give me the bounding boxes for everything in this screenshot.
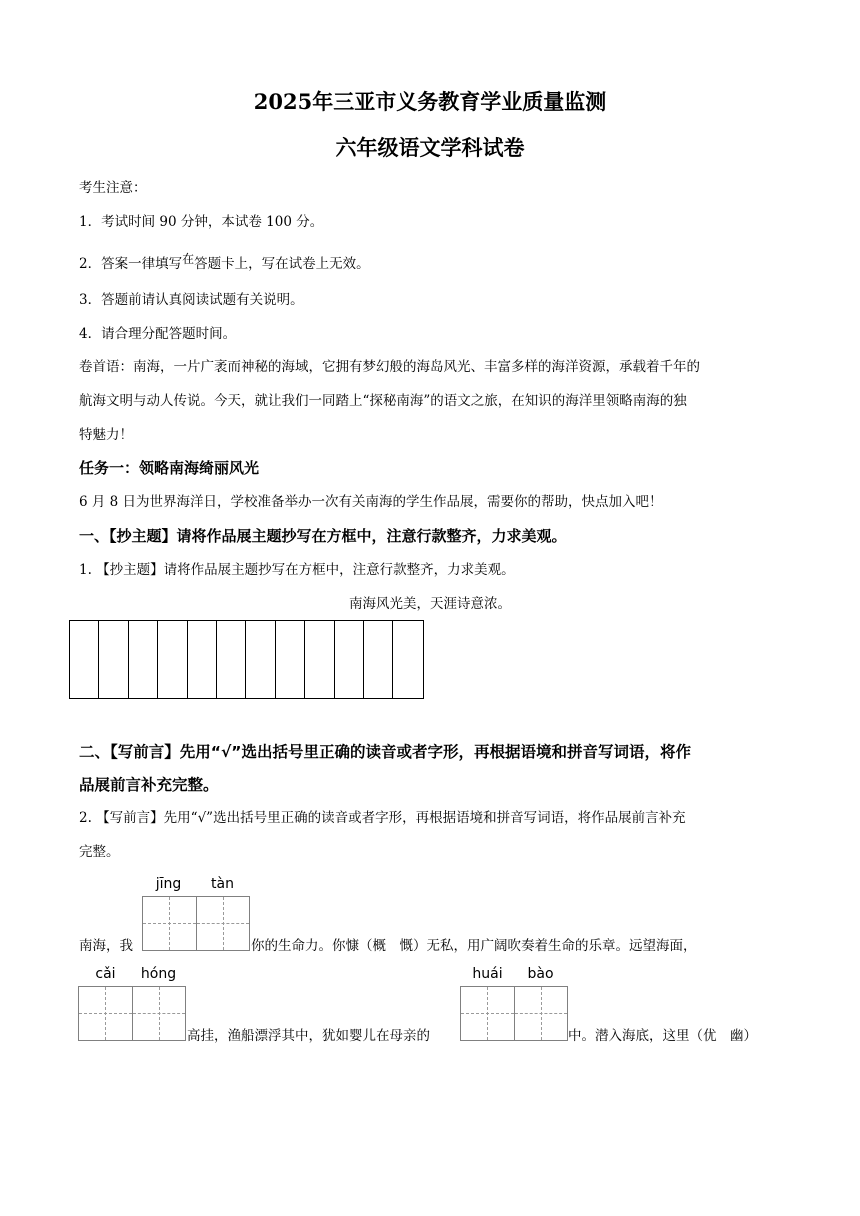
char-cell[interactable] xyxy=(514,987,567,1040)
copy-grid-cell[interactable] xyxy=(129,621,158,698)
passage-text-b: 你的生命力。你慷（概 慨）无私，用广阔吹奏着生命的乐章。远望海面， xyxy=(251,938,697,954)
char-cell[interactable] xyxy=(461,987,514,1040)
copy-grid-cell[interactable] xyxy=(188,621,217,698)
section1-heading: 一、【抄主题】请将作品展主题抄写在方框中，注意行款整齐，力求美观。 xyxy=(79,527,567,545)
preface-line-1: 卷首语：南海，一片广袤而神秘的海域，它拥有梦幻般的海岛风光、丰富多样的海洋资源，承载着千年的 xyxy=(79,359,700,375)
char-cell[interactable] xyxy=(132,987,185,1040)
notice-item-1: 1．考试时间 90 分钟，本试卷 100 分。 xyxy=(79,214,324,230)
section1-question: 1. 【抄主题】请将作品展主题抄写在方框中，注意行款整齐，力求美观。 xyxy=(79,562,515,578)
pinyin-box-huaibao[interactable] xyxy=(460,986,568,1041)
copy-grid-cell[interactable] xyxy=(335,621,364,698)
theme-text: 南海风光美，天涯诗意浓。 xyxy=(349,596,511,612)
pinyin-hong: hóng xyxy=(140,966,177,982)
task1-heading: 任务一：领略南海绮丽风光 xyxy=(79,459,260,477)
pinyin-cai: cǎi xyxy=(95,966,116,982)
char-cell[interactable] xyxy=(143,897,196,950)
copy-grid-cell[interactable] xyxy=(217,621,246,698)
char-cell[interactable] xyxy=(196,897,249,950)
pinyin-huai: huái xyxy=(472,966,503,982)
notice-item-3: 3．答题前请认真阅读试题有关说明。 xyxy=(79,292,304,308)
notice-item-4: 4．请合理分配答题时间。 xyxy=(79,326,237,342)
pinyin-jing: jīng xyxy=(155,876,182,892)
section2-heading-line-1: 二、【写前言】先用“√”选出括号里正确的读音或者字形，再根据语境和拼音写词语，将作 xyxy=(79,743,691,761)
passage-text-c: 高挂，渔船漂浮其中，犹如婴儿在母亲的 xyxy=(187,1028,430,1044)
copy-grid-cell[interactable] xyxy=(99,621,128,698)
copy-grid-cell[interactable] xyxy=(158,621,187,698)
copy-grid-cell[interactable] xyxy=(305,621,334,698)
copy-grid-cell[interactable] xyxy=(70,621,99,698)
copy-grid-cell[interactable] xyxy=(393,621,422,698)
passage-text-d: 中。潜入海底，这里（优 幽） xyxy=(568,1028,757,1044)
section2-question-line-1: 2. 【写前言】先用“√”选出括号里正确的读音或者字形，再根据语境和拼音写词语，将作品展前言补充 xyxy=(79,810,686,826)
copy-grid[interactable] xyxy=(69,620,424,699)
pinyin-box-jingtan[interactable] xyxy=(142,896,250,951)
copy-grid-cell[interactable] xyxy=(246,621,275,698)
copy-grid-cell[interactable] xyxy=(364,621,393,698)
section2-heading-line-2: 品展前言补充完整。 xyxy=(79,776,219,794)
preface-line-3: 特魅力！ xyxy=(79,427,133,443)
char-cell[interactable] xyxy=(79,987,132,1040)
pinyin-box-caihong[interactable] xyxy=(78,986,186,1041)
notice-item-2: 2．答案一律填写在答题卡上，写在试卷上无效。 xyxy=(79,252,370,272)
passage-text-a: 南海，我 xyxy=(79,938,133,954)
pinyin-tan: tàn xyxy=(211,876,234,892)
task1-intro: 6 月 8 日为世界海洋日，学校准备举办一次有关南海的学生作品展，需要你的帮助，快点加入吧！ xyxy=(79,494,663,510)
page-title: 2025年三亚市义务教育学业质量监测 xyxy=(253,89,607,114)
copy-grid-cell[interactable] xyxy=(276,621,305,698)
preface-line-2: 航海文明与动人传说。今天，就让我们一同踏上“探秘南海”的语文之旅，在知识的海洋里领略南海的独 xyxy=(79,393,687,409)
page-subtitle: 六年级语文学科试卷 xyxy=(335,135,525,160)
notice-heading: 考生注意： xyxy=(79,180,147,196)
section2-question-line-2: 完整。 xyxy=(79,844,120,860)
pinyin-bao: bào xyxy=(527,966,554,982)
